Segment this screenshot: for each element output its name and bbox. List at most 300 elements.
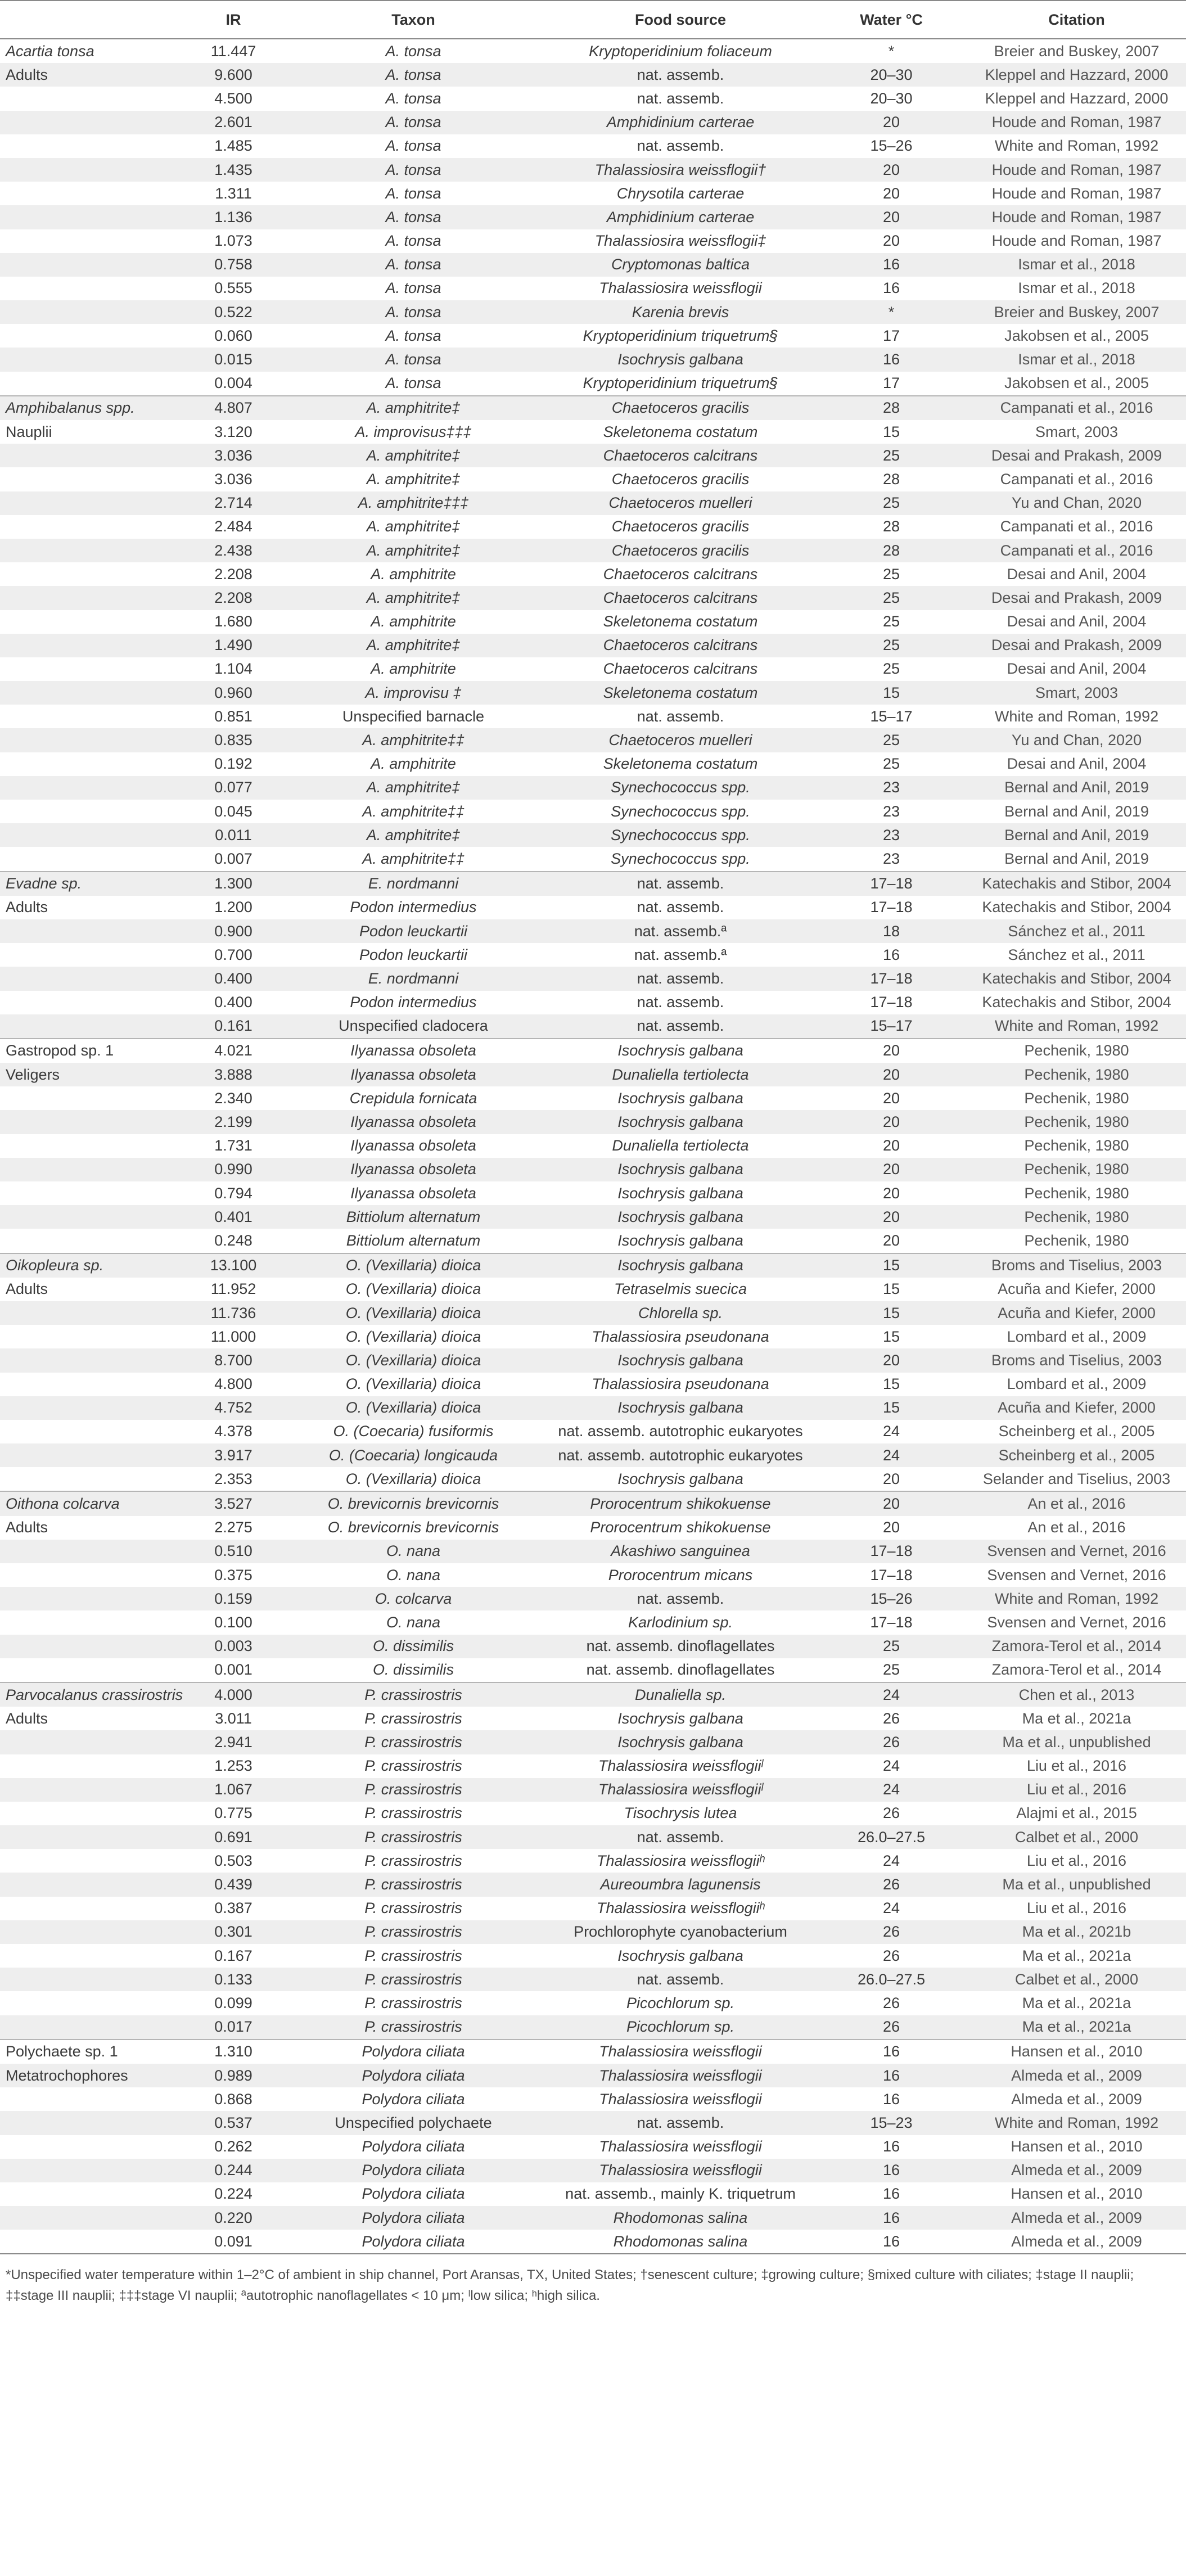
row-group-label [0,2206,186,2230]
water-temp-cell: 26 [882,1804,900,1822]
water-temp-cell: 15–23 [815,2111,967,2135]
table-row [0,634,1186,657]
row-group-label: Parvocalanus crassirostris [0,1682,186,1707]
table-row [0,1325,1186,1348]
ingestion-rate-cell: 0.375 [214,1566,252,1584]
food-source-cell: Thalassiosira weissflogii [599,2090,762,2108]
row-group-label: Adults [6,1519,48,1536]
taxon-cell: Polydora ciliata [281,2230,545,2254]
table-row [0,1420,1186,1443]
food-source-cell: Dunaliella tertiolecta [545,1063,815,1086]
food-source-cell: Amphidinium carterae [545,111,815,134]
ingestion-rate-cell: 2.941 [186,1730,281,1754]
water-temp-cell: 15 [882,1280,900,1298]
citation-cell: Pechenik, 1980 [967,1063,1186,1086]
citation-cell: Svensen and Vernet, 2016 [987,1613,1166,1631]
taxon-cell: A. amphitrite [371,565,456,583]
table-row [0,1778,1186,1802]
food-source-cell: Skeletonema costatum [545,681,815,705]
citation-cell: Almeda et al., 2009 [967,2230,1186,2254]
food-source-cell: nat. assemb.ª [545,919,815,943]
taxon-cell: P. crassirostris [281,1873,545,1896]
taxon-cell: P. crassirostris [364,1757,462,1775]
table-row [0,705,1186,728]
row-group-label [0,1944,186,1968]
water-temp-cell: 17 [882,327,900,344]
ingestion-rate-cell: 1.680 [214,613,252,630]
food-source-cell: Chaetoceros calcitrans [545,444,815,467]
taxon-cell: Unspecified polychaete [281,2111,545,2135]
ingestion-rate-cell: 0.439 [186,1873,281,1896]
ingestion-rate-cell: 0.700 [214,946,252,963]
table-row [0,1540,1186,1563]
taxon-cell: O. (Vexillaria) dioica [281,1301,545,1325]
row-group-label: Polychaete sp. 1 [0,2040,186,2064]
taxon-cell: A. tonsa [281,253,545,277]
water-temp-cell: 23 [815,776,967,800]
citation-cell: Campanati et al., 2016 [1000,518,1153,535]
row-group-label: Veligers [0,1063,186,1086]
ingestion-rate-cell: 0.691 [186,1825,281,1849]
table-row [0,300,1186,324]
row-group-label [0,348,186,371]
citation-cell: Campanati et al., 2016 [967,396,1186,420]
water-temp-cell: 15 [882,1328,900,1345]
table-footnote: *Unspecified water temperature within 1–2°C of ambient in ship channel, Port Aransas, TX, United States; †senescent culture; ‡growing culture; §mixed culture with ciliates; ‡stage II nauplii; ‡‡stage III nauplii; ‡‡‡stage VI nauplii; ªautotrophic nanoflagellates < 10 μm; ˡlow silica; ʰhigh silica. [6,2267,1134,2304]
citation-cell: Houde and Roman, 1987 [991,184,1162,202]
taxon-cell: O. nana [281,1540,545,1563]
citation-cell: Hansen et al., 2010 [967,2040,1186,2064]
water-temp-cell: 26.0–27.5 [815,1825,967,1849]
citation-cell: Katechakis and Stibor, 2004 [967,967,1186,990]
water-temp-cell: 26.0–27.5 [815,1968,967,1991]
table-row [0,1849,1186,1873]
citation-cell: Hansen et al., 2010 [1011,2138,1143,2155]
row-group-label [0,562,186,586]
row-group-label: Oithona colcarva [0,1491,186,1515]
water-temp-cell: 26 [882,1709,900,1727]
row-group-label [0,491,186,515]
row-group-label: Gastropod sp. 1 [0,1039,186,1063]
ingestion-rate-cell: 0.400 [186,967,281,990]
row-group-label [0,1610,186,1634]
food-source-cell: Rhodomonas salina [545,2206,815,2230]
food-source-cell: nat. assemb. dinoflagellates [545,1635,815,1658]
row-group-label [0,1920,186,1944]
ingestion-rate-cell: 4.800 [214,1375,252,1393]
citation-cell: Ma et al., unpublished [967,1730,1186,1754]
row-group-label [0,1134,186,1158]
taxon-cell: A. tonsa [385,89,441,107]
table-row [0,1658,1186,1682]
ingestion-rate-cell: 0.017 [186,2015,281,2040]
taxon-cell: A. tonsa [385,232,441,250]
table-row [0,1491,1186,1515]
citation-cell: Kleppel and Hazzard, 2000 [985,89,1169,107]
food-source-cell: Karenia brevis [545,300,815,324]
table-row [0,2087,1186,2111]
ingestion-rate-cell: 0.262 [214,2138,252,2155]
table-row [0,2230,1186,2254]
taxon-cell: A. amphitrite‡ [281,396,545,420]
table-row [0,87,1186,110]
row-group-label [0,2182,186,2206]
food-source-cell: Picochlorum sp. [545,2015,815,2040]
taxon-cell: Bittiolum alternatum [281,1205,545,1229]
water-temp-cell: 20 [882,1519,900,1536]
citation-cell: Bernal and Anil, 2019 [1004,802,1149,820]
taxon-cell: Bittiolum alternatum [346,1231,481,1249]
table-row [0,1229,1186,1253]
taxon-cell: P. crassirostris [281,1778,545,1802]
table-row [0,420,1186,444]
citation-cell: Pechenik, 1980 [1024,1089,1129,1107]
taxon-cell: A. amphitrite‡ [281,776,545,800]
citation-cell: Acuña and Kiefer, 2000 [967,1301,1186,1325]
ingestion-rate-cell: 0.244 [186,2159,281,2182]
citation-cell: Pechenik, 1980 [1024,1231,1129,1249]
food-source-cell: nat. assemb. [545,1587,815,1610]
table-row [0,681,1186,705]
water-temp-cell: * [888,42,895,60]
row-group-label [0,182,186,205]
row-group-label [0,943,186,967]
ingestion-rate-cell: 1.485 [214,137,252,155]
table-row [0,1968,1186,1991]
food-source-cell: nat. assemb. [545,63,815,87]
food-source-cell: Chlorella sp. [545,1301,815,1325]
table-row [0,539,1186,562]
citation-cell: Yu and Chan, 2020 [967,728,1186,752]
taxon-cell: P. crassirostris [281,1730,545,1754]
row-group-label [0,134,186,158]
water-temp-cell: 25 [882,660,900,678]
ingestion-rate-cell: 4.000 [186,1682,281,1707]
row-group-label [0,444,186,467]
food-source-cell: Thalassiosira weissflogii [545,2064,815,2087]
citation-cell: Lombard et al., 2009 [1007,1375,1147,1393]
table-row [0,872,1186,896]
citation-cell: Ismar et al., 2018 [967,348,1186,371]
citation-cell: Bernal and Anil, 2019 [967,823,1186,847]
citation-cell: Katechakis and Stibor, 2004 [982,994,1171,1011]
table-row [0,348,1186,371]
taxon-cell: P. crassirostris [281,2015,545,2040]
food-source-cell: Prochlorophyte cyanobacterium [545,1920,815,1944]
citation-cell: Hansen et al., 2010 [1011,2185,1143,2203]
table-row [0,1467,1186,1491]
citation-cell: Selander and Tiselius, 2003 [982,1470,1171,1487]
row-group-label [0,229,186,253]
food-source-cell: Chaetoceros calcitrans [545,586,815,610]
ingestion-rate-cell: 0.835 [186,728,281,752]
food-source-cell: nat. assemb. [637,899,724,916]
taxon-cell: O. (Vexillaria) dioica [281,1396,545,1420]
ingestion-rate-cell: 0.060 [214,327,252,344]
water-temp-cell: 28 [815,396,967,420]
table-row [0,657,1186,681]
citation-cell: Zamora-Terol et al., 2014 [991,1661,1162,1679]
ingestion-rate-cell: 0.159 [186,1587,281,1610]
water-temp-cell: 20 [815,158,967,182]
ingestion-rate-cell: 0.900 [186,919,281,943]
food-source-cell: Skeletonema costatum [603,755,758,773]
ingestion-rate-cell: 2.275 [214,1519,252,1536]
water-temp-cell: 20 [815,111,967,134]
taxon-cell: A. tonsa [385,42,441,60]
table-row [0,823,1186,847]
food-source-cell: Isochrysis galbana [545,1396,815,1420]
taxon-cell: A. amphitrite [371,755,456,773]
taxon-cell: Ilyanassa obsoleta [350,1137,476,1154]
table-row [0,1373,1186,1396]
row-group-label [0,1348,186,1372]
row-group-label [0,253,186,277]
taxon-cell: A. amphitrite‡ [281,586,545,610]
table-row [0,1707,1186,1730]
ingestion-rate-cell: 2.353 [214,1470,252,1487]
table-row [0,63,1186,87]
citation-cell: Desai and Prakash, 2009 [967,634,1186,657]
row-group-label [0,1825,186,1849]
water-temp-cell: 26 [815,2015,967,2040]
water-temp-cell: 20 [815,1205,967,1229]
citation-cell: Sánchez et al., 2011 [967,919,1186,943]
citation-cell: Jakobsen et al., 2005 [1004,327,1149,344]
row-group-label [0,2159,186,2182]
citation-cell: Scheinberg et al., 2005 [998,1423,1155,1440]
water-temp-cell: 26 [882,1994,900,2011]
food-source-cell: nat. assemb. [545,872,815,896]
row-group-label: Oikopleura sp. [0,1253,186,1278]
citation-cell: Pechenik, 1980 [967,1039,1186,1063]
row-group-label [0,1563,186,1587]
row-group-label [0,1205,186,1229]
citation-cell: Ma et al., 2021a [967,2015,1186,2040]
ingestion-rate-cell: 11.447 [210,42,256,60]
ingestion-rate-cell: 0.077 [186,776,281,800]
row-group-label [0,1014,186,1039]
row-group-label [0,1873,186,1896]
citation-cell: Broms and Tiselius, 2003 [967,1253,1186,1278]
table-row [0,372,1186,396]
row-group-label [0,1396,186,1420]
food-source-cell: Tisochrysis lutea [624,1804,737,1822]
water-temp-cell: 25 [815,444,967,467]
row-group-label [0,467,186,491]
row-group-label [0,1849,186,1873]
row-group-label [0,1540,186,1563]
ingestion-rate-cell: 1.067 [186,1778,281,1802]
row-group-label: Amphibalanus spp. [0,396,186,420]
water-temp-cell: 25 [815,728,967,752]
food-source-cell: Isochrysis galbana [617,1089,743,1107]
food-source-cell: Dunaliella tertiolecta [612,1137,749,1154]
water-temp-cell: 23 [815,823,967,847]
taxon-cell: Polydora ciliata [362,2090,465,2108]
taxon-cell: Polydora ciliata [281,2064,545,2087]
header-citation: Citation [967,1,1186,39]
row-group-label [0,1658,186,1682]
citation-cell: Smart, 2003 [967,681,1186,705]
water-temp-cell: 26 [815,1730,967,1754]
taxon-cell: A. tonsa [385,279,441,297]
citation-cell: Calbet et al., 2000 [967,1825,1186,1849]
row-group-label [0,610,186,634]
ingestion-rate-cell: 3.036 [214,470,252,488]
water-temp-cell: 16 [882,2138,900,2155]
table-row [0,1181,1186,1205]
water-temp-cell: 20 [815,1348,967,1372]
food-source-cell: Thalassiosira weissflogii‡ [594,232,766,250]
food-source-cell: nat. assemb., mainly K. triquetrum [565,2185,796,2203]
table-row [0,586,1186,610]
row-group-label [0,324,186,348]
taxon-cell: Ilyanassa obsoleta [281,1158,545,1181]
taxon-cell: P. crassirostris [364,1947,462,1964]
taxon-cell: P. crassirostris [364,1852,462,1869]
table-row [0,2015,1186,2040]
ingestion-rate-cell: 0.224 [214,2185,252,2203]
taxon-cell: O. colcarva [281,1587,545,1610]
citation-cell: White and Roman, 1992 [994,707,1159,725]
ingestion-rate-cell: 1.311 [215,184,252,202]
table-row [0,1301,1186,1325]
water-temp-cell: 16 [815,2040,967,2064]
table-row [0,610,1186,634]
water-temp-cell: 16 [815,2064,967,2087]
water-temp-cell: 17–18 [870,994,913,1011]
food-source-cell: nat. assemb. [637,994,724,1011]
ingestion-rate-cell: 4.021 [186,1039,281,1063]
water-temp-cell: 20 [815,1158,967,1181]
row-group-label [0,277,186,300]
water-temp-cell: 25 [882,565,900,583]
water-temp-cell: 15 [815,1396,967,1420]
table-row [0,752,1186,776]
food-source-cell: Chaetoceros muelleri [545,728,815,752]
food-source-cell: Isochrysis galbana [545,1158,815,1181]
food-source-cell: nat. assemb.ª [634,946,727,963]
water-temp-cell: 15 [815,1301,967,1325]
ingestion-rate-cell: 0.960 [186,681,281,705]
citation-cell: Desai and Anil, 2004 [1007,565,1147,583]
food-source-cell: Isochrysis galbana [617,1470,743,1487]
water-temp-cell: 15 [882,423,900,440]
water-temp-cell: 20 [882,1184,900,1202]
citation-cell: White and Roman, 1992 [967,1587,1186,1610]
taxon-cell: O. dissimilis [281,1635,545,1658]
ingestion-rate-cell: 0.045 [214,802,252,820]
citation-cell: Liu et al., 2016 [1026,1900,1127,1917]
water-temp-cell: 16 [815,2159,967,2182]
water-temp-cell: 17–18 [870,1566,913,1584]
ingestion-rate-cell: 4.378 [214,1423,252,1440]
table-body [0,39,1186,2254]
table-row [0,1396,1186,1420]
ingestion-rate-cell: 0.100 [214,1613,252,1631]
table-row [0,39,1186,63]
food-source-cell: Isochrysis galbana [617,1947,743,1964]
food-source-cell: Isochrysis galbana [617,1184,743,1202]
food-source-cell: Isochrysis galbana [617,1231,743,1249]
table-row [0,1205,1186,1229]
food-source-cell: Chaetoceros gracilis [545,396,815,420]
citation-cell: An et al., 2016 [967,1491,1186,1515]
table-row [0,1110,1186,1134]
water-temp-cell: 25 [882,755,900,773]
table-row [0,1158,1186,1181]
ingestion-rate-cell: 2.208 [186,586,281,610]
water-temp-cell: 20 [882,1089,900,1107]
citation-cell: Scheinberg et al., 2005 [967,1443,1186,1467]
table-row [0,2135,1186,2159]
taxon-cell: A. tonsa [281,111,545,134]
water-temp-cell: 25 [815,586,967,610]
table-row [0,158,1186,182]
table-row [0,253,1186,277]
food-source-cell: Isochrysis galbana [545,1348,815,1372]
table-row [0,491,1186,515]
taxon-cell: O. brevicornis brevicornis [281,1491,545,1515]
taxon-cell: E. nordmanni [281,967,545,990]
taxon-cell: O. (Vexillaria) dioica [281,1253,545,1278]
row-group-label [0,2111,186,2135]
food-source-cell: Tetraselmis suecica [614,1280,747,1298]
taxon-cell: E. nordmanni [281,872,545,896]
taxon-cell: Ilyanassa obsoleta [350,1184,476,1202]
ingestion-rate-cell: 0.387 [214,1900,252,1917]
table-row [0,800,1186,823]
food-source-cell: Synechococcus spp. [611,802,750,820]
table-row [0,111,1186,134]
taxon-cell: Polydora ciliata [362,2185,465,2203]
water-temp-cell: 24 [815,1778,967,1802]
ingestion-rate-cell: 0.301 [186,1920,281,1944]
citation-cell: Bernal and Anil, 2019 [1004,850,1149,867]
food-source-cell: nat. assemb. [637,707,724,725]
table-row [0,396,1186,420]
row-group-label [0,1991,186,2015]
water-temp-cell: 17 [882,375,900,392]
ingestion-rate-cell: 0.011 [186,823,281,847]
citation-cell: Pechenik, 1980 [967,1205,1186,1229]
row-group-label [0,800,186,823]
ingestion-rate-cell: 0.015 [186,348,281,371]
water-temp-cell: 16 [882,946,900,963]
row-group-label [0,1443,186,1467]
citation-cell: Houde and Roman, 1987 [991,232,1162,250]
ingestion-rate-cell: 0.990 [186,1158,281,1181]
ingestion-rate-cell: 2.601 [186,111,281,134]
row-group-label [0,1158,186,1181]
water-temp-cell: 17–18 [815,872,967,896]
taxon-cell: A. tonsa [281,300,545,324]
ingestion-rate-cell: 0.161 [186,1014,281,1039]
citation-cell: Chen et al., 2013 [967,1682,1186,1707]
row-group-label: Nauplii [6,423,52,440]
table-row [0,134,1186,158]
citation-cell: Almeda et al., 2009 [967,2206,1186,2230]
taxon-cell: A. amphitrite‡ [366,470,461,488]
food-source-cell: nat. assemb. [545,1825,815,1849]
taxon-cell: A. amphitrite‡‡ [281,728,545,752]
row-group-label: Adults [6,1709,48,1727]
row-group-label [0,967,186,990]
citation-cell: Houde and Roman, 1987 [967,111,1186,134]
water-temp-cell: 20 [882,184,900,202]
row-group-label [0,634,186,657]
